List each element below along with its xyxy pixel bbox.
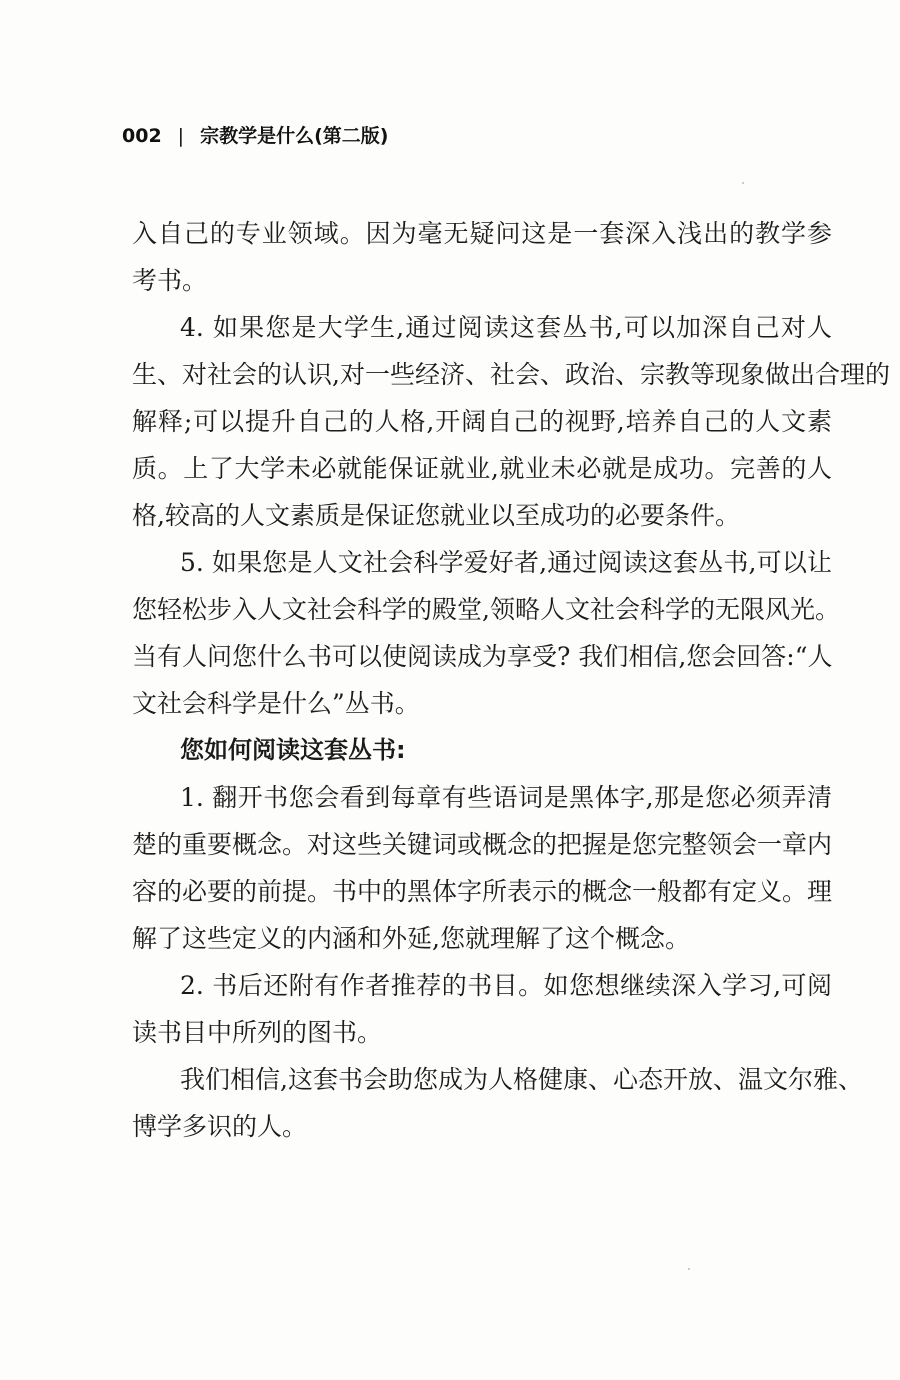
- text-line: 入自己的专业领域。因为毫无疑问这是一套深入浅出的教学参: [132, 219, 832, 248]
- text-line: 质。上了大学未必就能保证就业,就业未必就是成功。完善的人: [132, 454, 832, 483]
- text-line: 格,较高的人文素质是保证您就业以至成功的必要条件。: [132, 501, 740, 530]
- text-line: 当有人问您什么书可以使阅读成为享受? 我们相信,您会回答:“人: [132, 642, 833, 671]
- text-line: 4. 如果您是大学生,通过阅读这套丛书,可以加深自己对人: [180, 313, 832, 342]
- text-line: 读书目中所列的图书。: [132, 1018, 383, 1047]
- text-line: 您轻松步入人文社会科学的殿堂,领略人文社会科学的无限风光。: [132, 595, 840, 624]
- page-number: 002: [122, 125, 162, 147]
- text-line: 1. 翻开书您会看到每章有些语词是黑体字,那是您必须弄清: [180, 783, 832, 812]
- text-line: 容的必要的前提。书中的黑体字所表示的概念一般都有定义。理: [132, 877, 833, 906]
- text-line: 楚的重要概念。对这些关键词或概念的把握是您完整领会一章内: [132, 830, 833, 859]
- header-separator: |: [177, 125, 185, 147]
- text-line: 我们相信,这套书会助您成为人格健康、心态开放、温文尔雅、: [180, 1065, 863, 1094]
- section-heading: 您如何阅读这套丛书:: [180, 736, 406, 764]
- text-line: 2. 书后还附有作者推荐的书目。如您想继续深入学习,可阅: [180, 971, 832, 1000]
- text-line: 考书。: [132, 266, 208, 295]
- text-line: 博学多识的人。: [132, 1112, 308, 1141]
- text-line: 生、对社会的认识,对一些经济、社会、政治、宗教等现象做出合理的: [132, 360, 890, 389]
- paper-speck: [742, 182, 744, 184]
- body-text: [132, 210, 890, 1150]
- running-head: [122, 124, 388, 148]
- paper-speck: [688, 1268, 690, 1270]
- text-line: 解了这些定义的内涵和外延,您就理解了这个概念。: [132, 924, 690, 953]
- text-line: 文社会科学是什么”丛书。: [132, 689, 420, 718]
- text-line: 解释;可以提升自己的人格,开阔自己的视野,培养自己的人文素: [132, 407, 832, 436]
- text-line: 5. 如果您是人文社会科学爱好者,通过阅读这套丛书,可以让: [180, 548, 832, 577]
- book-title: 宗教学是什么(第二版): [200, 125, 389, 147]
